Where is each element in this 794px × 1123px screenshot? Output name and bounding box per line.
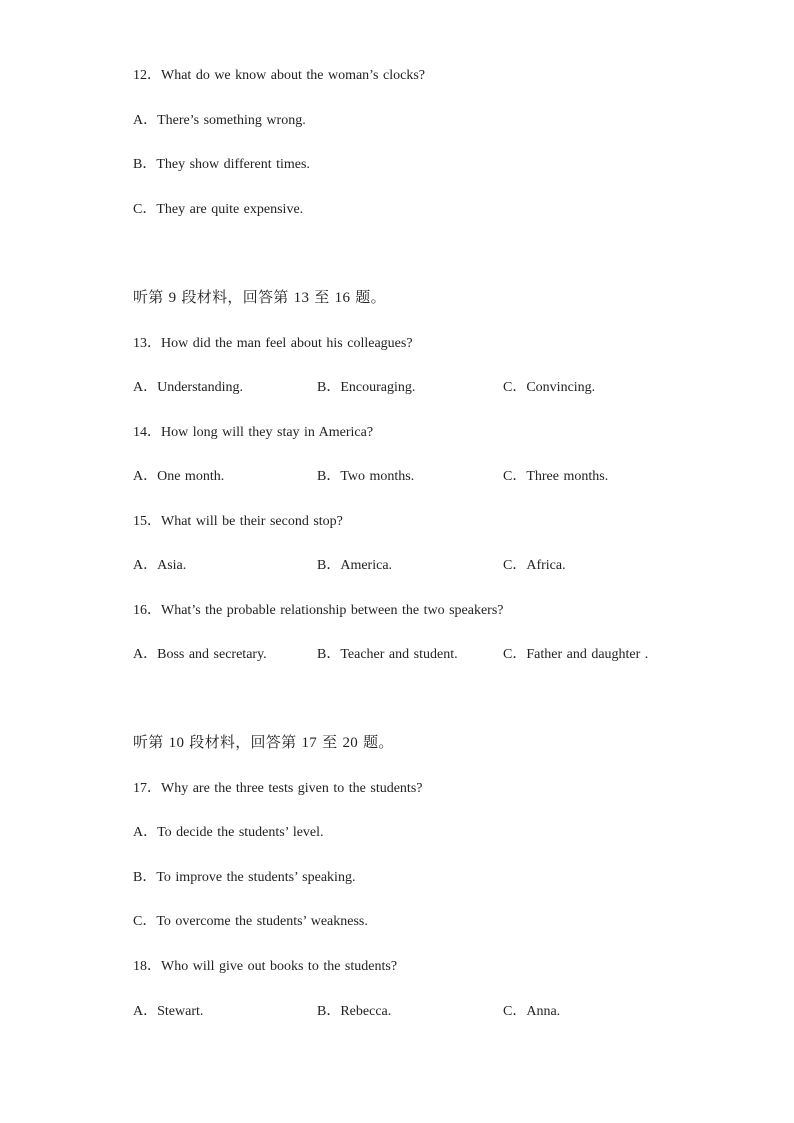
question-18-options <box>133 1003 693 1021</box>
question-14-option-a: A．One month. <box>133 469 225 484</box>
question-15-options <box>133 557 693 575</box>
question-17-option-a: A．To decide the students’ level. <box>133 825 324 840</box>
question-16-options <box>133 646 693 664</box>
question-12-option-a: A．There’s something wrong. <box>133 113 306 128</box>
question-17-stem: 17．Why are the three tests given to the students? <box>133 781 423 796</box>
section-9-heading: 听第 9 段材料，回答第 13 至 16 题。 <box>133 290 386 306</box>
question-13-options <box>133 379 693 397</box>
question-15-option-c: C．Africa. <box>503 558 566 573</box>
question-18-option-c: C．Anna. <box>503 1004 561 1019</box>
question-18-option-a: A．Stewart. <box>133 1004 204 1019</box>
question-14-option-c: C．Three months. <box>503 469 609 484</box>
question-14-stem: 14．How long will they stay in America? <box>133 425 374 440</box>
section-10-heading: 听第 10 段材料，回答第 17 至 20 题。 <box>133 735 394 751</box>
question-15-stem: 15．What will be their second stop? <box>133 514 343 529</box>
question-13-stem: 13．How did the man feel about his colleagues? <box>133 336 413 351</box>
question-16-option-c: C．Father and daughter . <box>503 647 649 662</box>
question-15-option-b: B．America. <box>317 558 393 573</box>
question-18-stem: 18．Who will give out books to the students? <box>133 959 398 974</box>
question-18-option-b: B．Rebecca. <box>317 1004 392 1019</box>
question-17-option-b: B．To improve the students’ speaking. <box>133 870 356 885</box>
question-12-option-c: C．They are quite expensive. <box>133 202 304 217</box>
question-12-stem: 12．What do we know about the woman’s clocks? <box>133 68 425 83</box>
question-13-option-c: C．Convincing. <box>503 380 596 395</box>
question-16-option-b: B．Teacher and student. <box>317 647 458 662</box>
question-14-options <box>133 468 693 486</box>
question-15-option-a: A．Asia. <box>133 558 187 573</box>
question-14-option-b: B．Two months. <box>317 469 415 484</box>
question-16-stem: 16．What’s the probable relationship between the two speakers? <box>133 603 504 618</box>
question-16-option-a: A．Boss and secretary. <box>133 647 267 662</box>
question-13-option-a: A．Understanding. <box>133 380 244 395</box>
question-17-option-c: C．To overcome the students’ weakness. <box>133 914 368 929</box>
question-12-option-b: B．They show different times. <box>133 157 310 172</box>
question-13-option-b: B．Encouraging. <box>317 380 416 395</box>
